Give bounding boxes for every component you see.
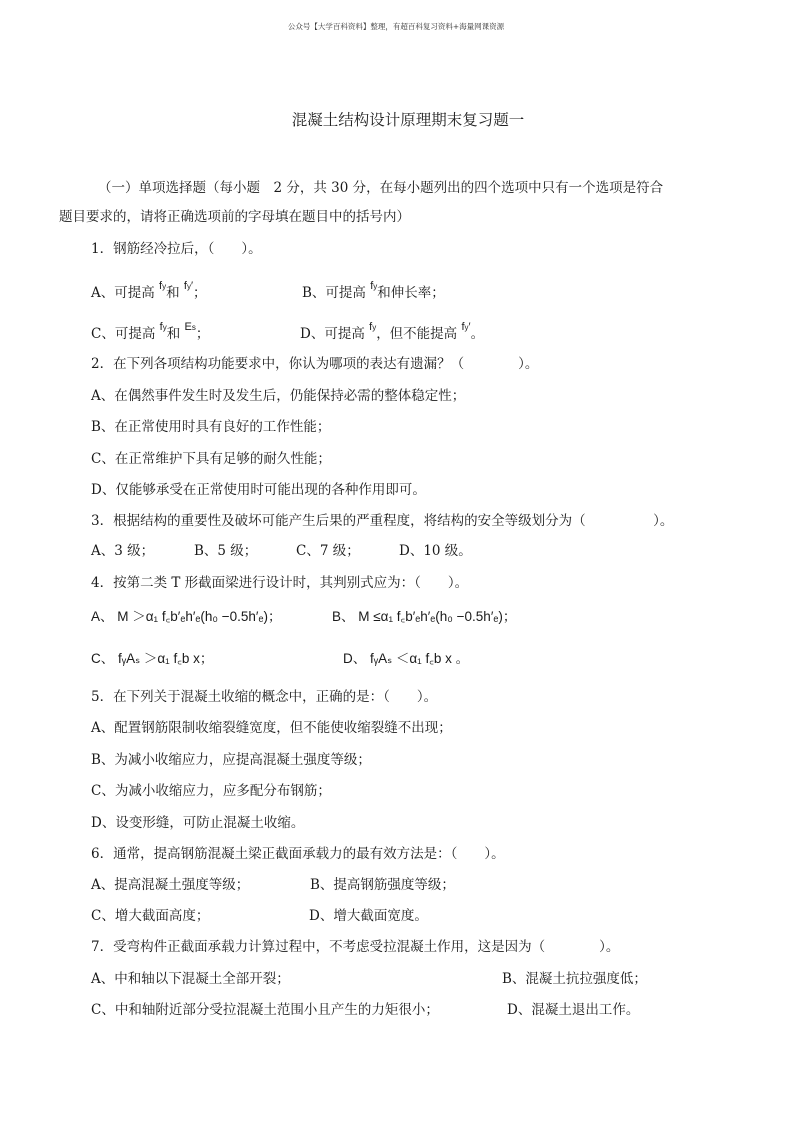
question-6-option-c: C、增大截面高度； — [91, 908, 210, 924]
question-3-stem: 3．根据结构的重要性及破坏可能产生后果的严重程度，将结构的安全等级划分为（ ）。 — [91, 513, 674, 529]
question-5-stem: 5．在下列关于混凝土收缩的概念中，正确的是：（ ）。 — [91, 689, 438, 705]
question-2-stem: 2．在下列各项结构功能要求中，你认为哪项的表达有遗漏？（ ）。 — [91, 356, 539, 372]
question-6-option-b: B、提高钢筋强度等级； — [310, 877, 455, 893]
fy-prime-symbol: fy′ — [461, 321, 471, 333]
question-1-option-a — [91, 280, 207, 304]
question-3-option-a: A、3 级； — [91, 543, 155, 559]
question-5-option-d: D、设变形缝，可防止混凝土收缩。 — [91, 815, 305, 831]
question-2-option-c: C、在正常维护下具有足够的耐久性能； — [91, 451, 331, 467]
q1-b-post: 和伸长率； — [377, 285, 445, 301]
q1-a-and: 和 — [166, 285, 180, 301]
q1-d-end: 。 — [470, 326, 485, 342]
question-5-option-a: A、配置钢筋限制收缩裂缝宽度，但不能使收缩裂缝不出现； — [91, 720, 452, 736]
question-3-option-b: B、5 级； — [194, 543, 258, 559]
question-5-option-b: B、为减小收缩应力，应提高混凝土强度等级； — [91, 752, 371, 768]
q1-d-prefix: D、可提高 — [300, 326, 365, 342]
fy-prime-symbol: fy′ — [183, 280, 194, 292]
question-1-option-c — [91, 321, 210, 345]
question-6-option-a: A、提高混凝土强度等级； — [91, 877, 250, 893]
question-7-option-d: D、混凝土退出工作。 — [507, 1002, 640, 1018]
question-1-option-b — [302, 280, 445, 304]
q1-d-mid: ，但不能提高 — [376, 326, 458, 342]
fy-symbol: fy — [159, 321, 167, 333]
fy-symbol: fy — [370, 280, 378, 292]
es-symbol: Es — [184, 321, 196, 333]
q1-b-prefix: B、可提高 — [302, 285, 366, 301]
q1-c-end: ； — [195, 326, 210, 342]
fy-symbol: fy — [369, 321, 377, 333]
question-4-stem: 4．按第二类 T 形截面梁进行设计时，其判别式应为：（ ）。 — [91, 575, 469, 591]
question-4-option-a: A、 M ＞α₁ f꜀b′ₑh′ₑ(h₀ −0.5h′ₑ)； — [91, 609, 282, 624]
page-title: 混凝土结构设计原理期末复习题一 — [291, 111, 525, 129]
fy-symbol: fy — [159, 280, 167, 292]
question-2-option-d: D、仅能够承受在正常使用时可能出现的各种作用即可。 — [91, 482, 426, 498]
question-3-option-c: C、7 级； — [296, 543, 360, 559]
question-6-stem: 6．通常，提高钢筋混凝土梁正截面承载力的最有效方法是：（ ）。 — [91, 846, 505, 862]
question-4-option-c: C、 fᵧAₛ ＞α₁ f꜀b x； — [91, 651, 214, 666]
question-6-option-d: D、增大截面宽度。 — [309, 908, 428, 924]
question-7-option-b: B、混凝土抗拉强度低； — [502, 971, 647, 987]
section-intro-line1: （一）单项选择题（每小题 2 分，共 30 分，在每小题列出的四个选项中只有一个选项是符合 — [98, 180, 664, 196]
q1-a-prefix: A、可提高 — [91, 285, 155, 301]
section-intro-line2: 题目要求的，请将正确选项前的字母填在题目中的括号内） — [59, 209, 410, 225]
question-1-stem: 1．钢筋经冷拉后，（ ）。 — [91, 241, 262, 257]
q1-c-prefix: C、可提高 — [91, 326, 156, 342]
question-4-option-b: B、 M ≤α₁ f꜀b′ₑh′ₑ(h₀ −0.5h′ₑ)； — [332, 609, 517, 624]
question-2-option-a: A、在偶然事件发生时及发生后，仍能保持必需的整体稳定性； — [91, 388, 466, 404]
question-7-option-a: A、中和轴以下混凝土全部开裂； — [91, 971, 290, 987]
question-2-option-b: B、在正常使用时具有良好的工作性能； — [91, 419, 331, 435]
page-header-note: 公众号【大学百科资料】整理，有超百科复习资料+海量网课资源 — [287, 22, 505, 31]
question-7-stem: 7．受弯构件正截面承载力计算过程中，不考虑受拉混凝土作用，这是因为（ ）。 — [91, 939, 620, 955]
question-1-option-d — [300, 321, 485, 345]
question-7-option-c: C、中和轴附近部分受拉混凝土范围小且产生的力矩很小； — [91, 1002, 439, 1018]
q1-c-and: 和 — [166, 326, 181, 342]
question-5-option-c: C、为减小收缩应力，应多配分布钢筋； — [91, 783, 331, 799]
q1-a-end: ； — [193, 285, 207, 301]
question-3-option-d: D、10 级。 — [399, 543, 472, 559]
question-4-option-d: D、 fᵧAₛ ＜α₁ f꜀b x 。 — [343, 651, 470, 666]
